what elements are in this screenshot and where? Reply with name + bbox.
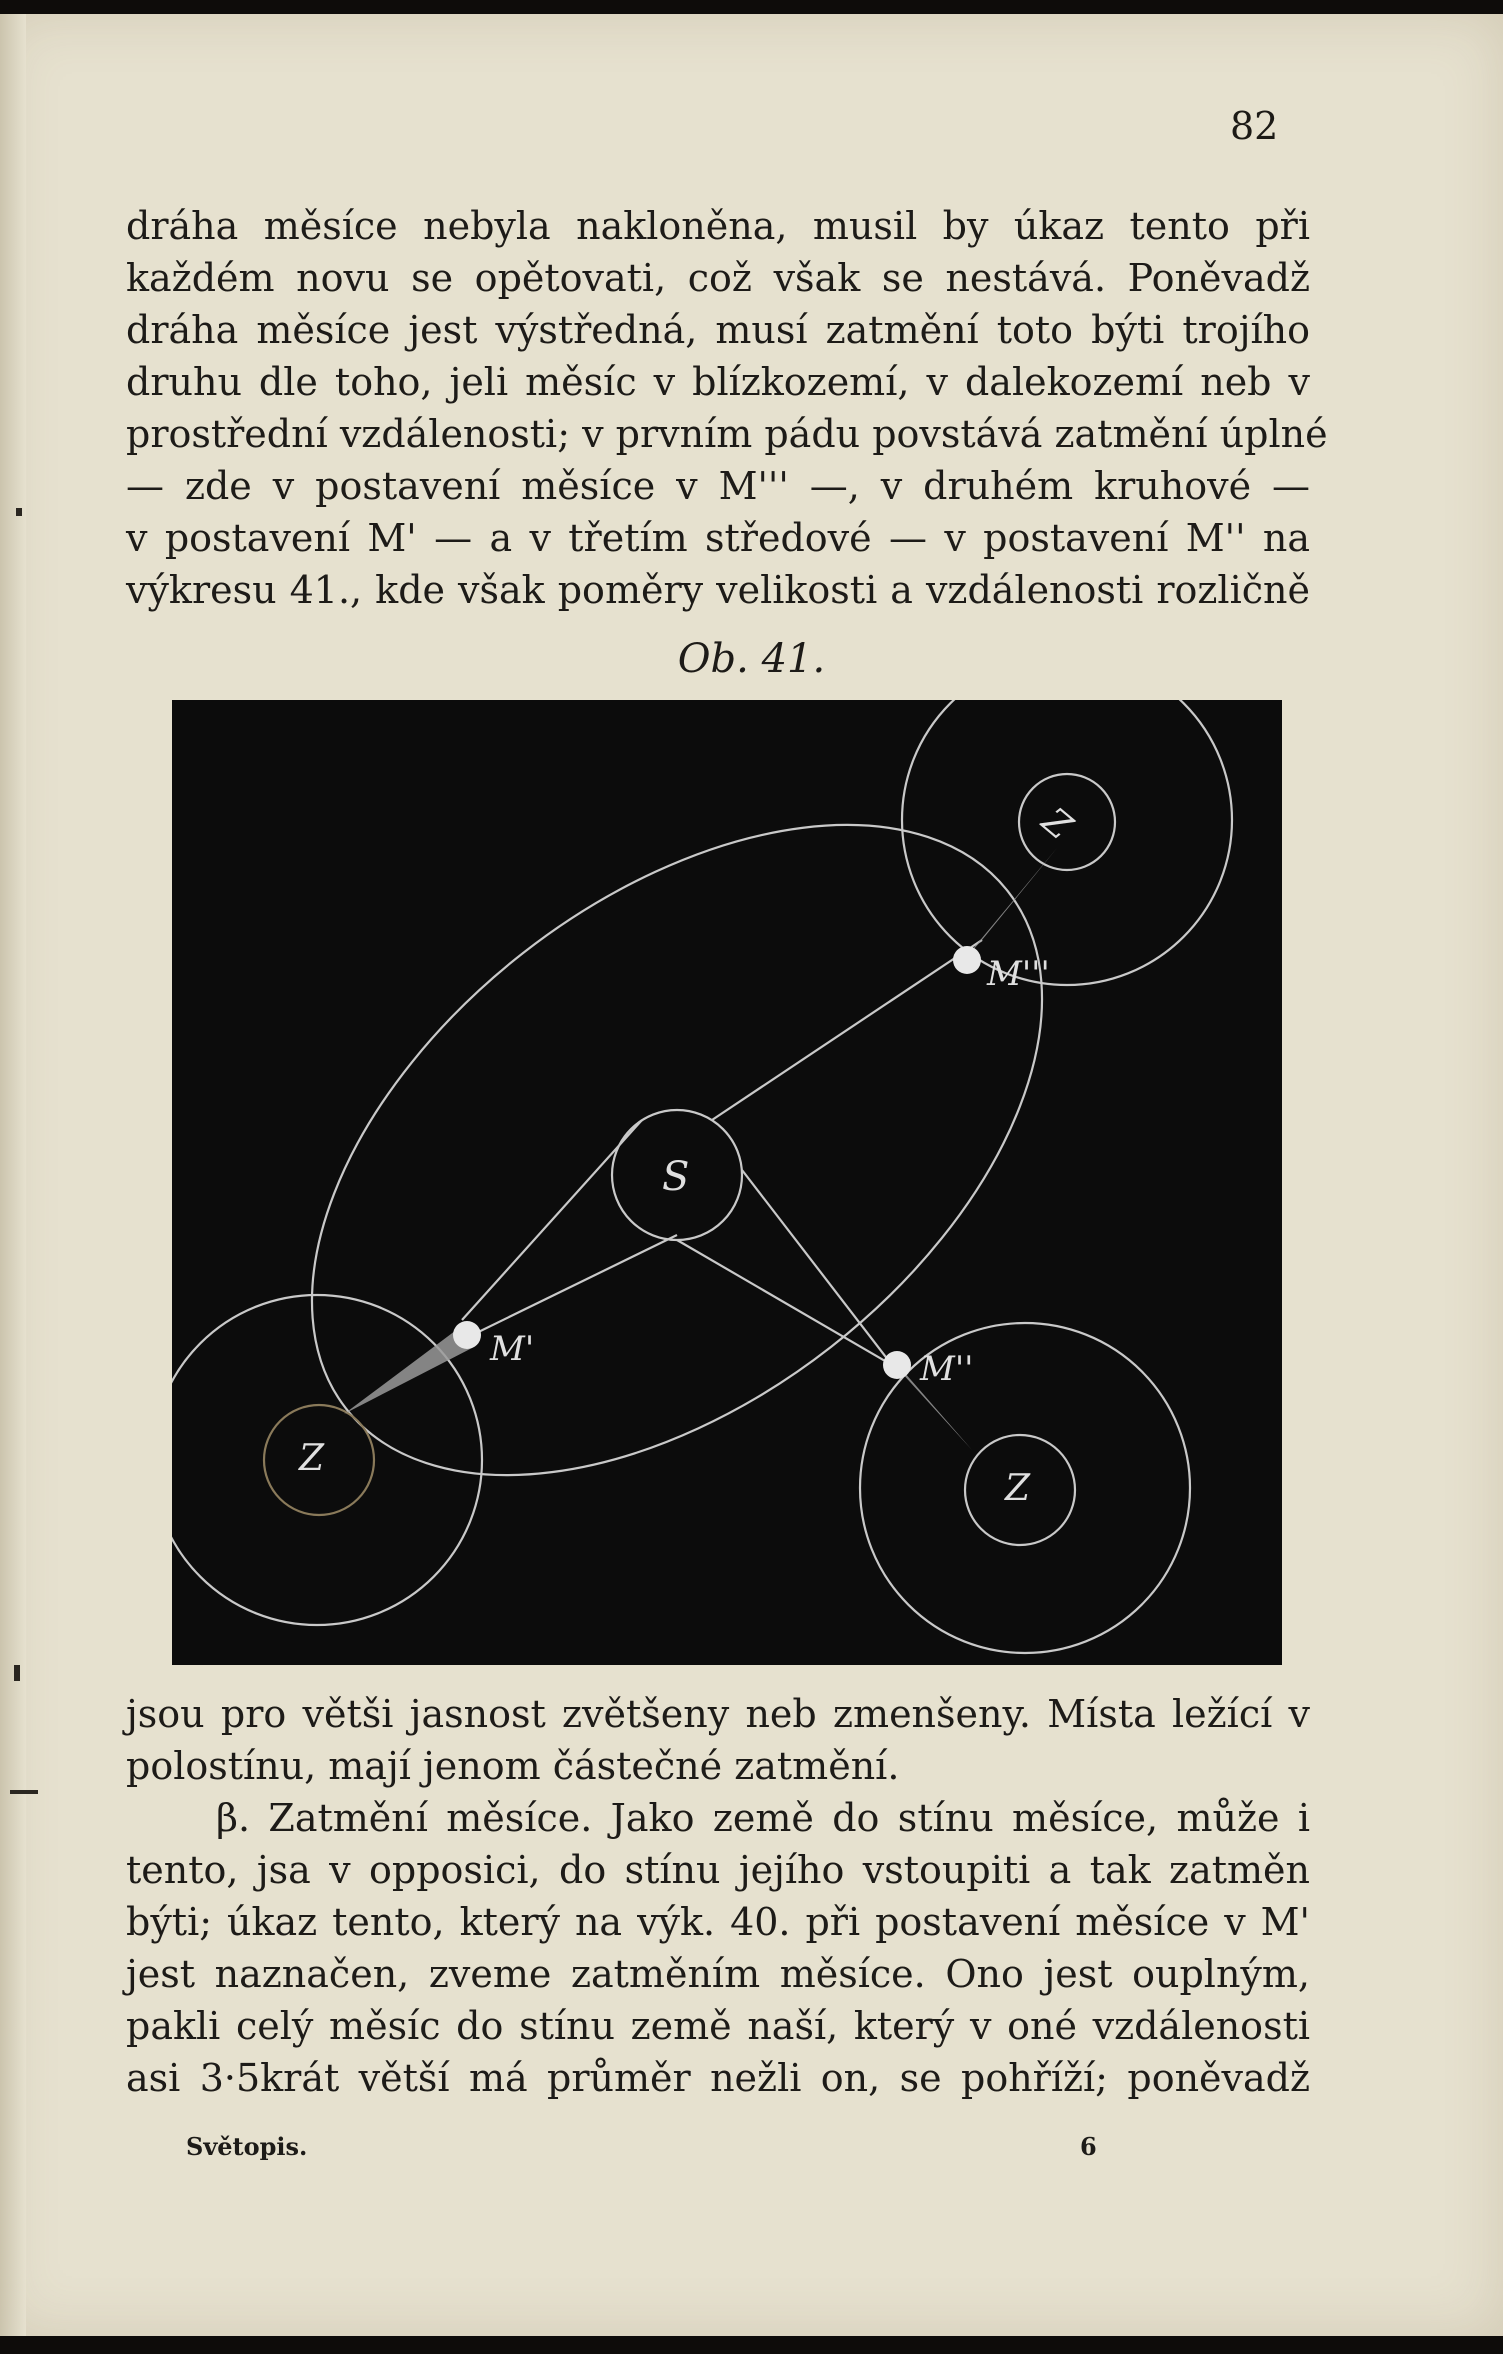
text-line: tento, jsa v opposici, do stínu jejího vstoupiti a tak zatměn	[126, 1848, 1310, 1892]
moon-orbit-3	[902, 700, 1232, 985]
earth-label-2: Z	[1005, 1468, 1031, 1509]
page-number: 82	[1230, 104, 1279, 148]
signature-mark: Světopis.	[186, 2132, 308, 2161]
moon-3	[953, 946, 981, 974]
line-sun-moon2	[677, 1240, 892, 1365]
line-sun-moon1-upper	[462, 1120, 642, 1320]
text-line: jsou pro větši jasnost zvětšeny neb zmenšeny. Místa ležící v	[126, 1692, 1310, 1736]
text-line: β. Zatmění měsíce. Jako země do stínu měsíce, může i	[216, 1796, 1310, 1840]
text-line: polostínu, mají jenom částečné zatmění.	[126, 1744, 900, 1788]
line-sun-moon3	[712, 940, 982, 1120]
moon-label-1: M'	[490, 1329, 535, 1369]
figure-caption: Ob. 41.	[677, 636, 826, 682]
text-line: výkresu 41., kde však poměry velikosti a vzdálenosti rozličně	[126, 568, 1310, 612]
moon-orbit-1	[172, 1295, 482, 1625]
eclipse-diagram	[172, 700, 1282, 1665]
text-line: jest naznačen, zveme zatměním měsíce. Ono jest ouplným,	[126, 1952, 1310, 1996]
line-sun-moon2-b	[742, 1170, 892, 1365]
margin-speck	[14, 1665, 20, 1681]
text-line: druhu dle toho, jeli měsíc v blízkozemí, v dalekozemí neb v	[126, 360, 1310, 404]
eclipse-diagram-svg	[172, 700, 1282, 1665]
sheet-number: 6	[1080, 2132, 1097, 2161]
bottom-paragraph	[126, 1688, 1310, 2104]
shadow-cone-moon3	[962, 848, 1057, 962]
moon-2	[883, 1351, 911, 1379]
text-line: pakli celý měsíc do stínu země naší, který v oné vzdálenosti	[126, 2004, 1310, 2048]
text-line: dráha měsíce jest výstředná, musí zatmění toto býti trojího	[126, 308, 1310, 352]
moon-label-3: M'''	[987, 954, 1050, 994]
earth-label-3: Z	[1033, 800, 1080, 848]
line-sun-moon1-lower	[462, 1235, 677, 1340]
top-paragraph	[126, 200, 1328, 616]
sun-label: S	[662, 1154, 690, 1200]
moon-1	[453, 1321, 481, 1349]
page-binding-edge	[0, 14, 26, 2336]
text-line: dráha měsíce nebyla nakloněna, musil by úkaz tento při	[126, 204, 1310, 248]
text-line: v postavení M' — a v třetím středové — v postavení M'' na	[126, 516, 1310, 560]
margin-speck	[10, 1790, 38, 1794]
text-line: býti; úkaz tento, který na výk. 40. při postavení měsíce v M'	[126, 1900, 1310, 1944]
text-line: každém novu se opětovati, což však se nestává. Poněvadž	[126, 256, 1310, 300]
margin-speck	[16, 508, 22, 516]
moon-label-2: M''	[920, 1349, 974, 1389]
text-line: — zde v postavení měsíce v M''' —, v druhém kruhové —	[126, 464, 1310, 508]
text-line: prostřední vzdálenosti; v prvním pádu povstává zatmění úplné	[126, 412, 1328, 456]
earth-label-1: Z	[299, 1438, 325, 1479]
text-line: asi 3·5krát větší má průměr nežli on, se pohříží; poněvadž	[126, 2056, 1310, 2100]
